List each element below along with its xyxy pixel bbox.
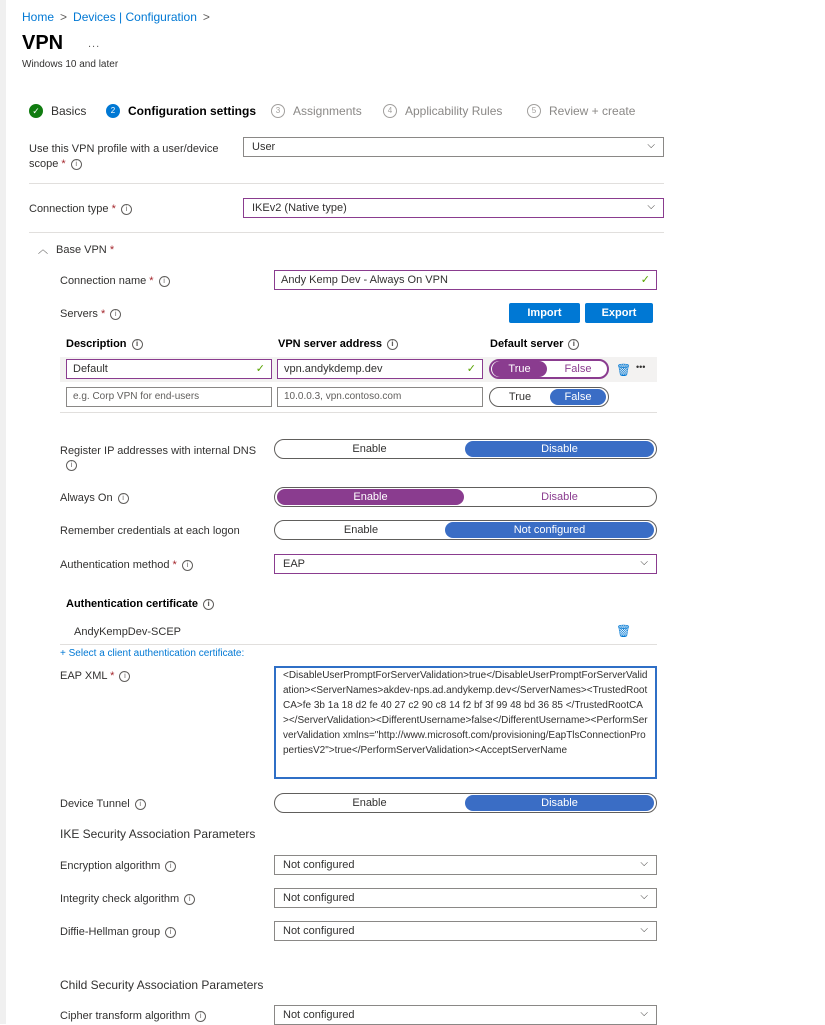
connection-type-value: IKEv2 (Native type): [252, 202, 347, 214]
required-marker: *: [109, 244, 115, 256]
page-subtitle: Windows 10 and later: [22, 59, 119, 70]
step-label: Basics: [51, 103, 87, 118]
cipher-label: [60, 1010, 206, 1022]
more-actions-button[interactable]: ...: [88, 38, 101, 50]
auth-cert-header-text: Authentication certificate: [66, 598, 199, 610]
auth-cert-name: AndyKempDev-SCEP: [74, 626, 181, 638]
step-basics[interactable]: [29, 103, 86, 118]
info-icon[interactable]: i: [132, 339, 143, 350]
step-review-create[interactable]: [527, 103, 635, 118]
column-server-address: [278, 338, 398, 350]
connection-type-dropdown[interactable]: [243, 198, 664, 218]
register-dns-label: [60, 444, 256, 472]
column-description: [66, 338, 143, 350]
toggle-false[interactable]: False: [564, 363, 592, 375]
export-button[interactable]: Export: [585, 303, 653, 323]
scope-label-line1: Use this VPN profile with a user/device: [29, 143, 219, 155]
cipher-dropdown[interactable]: [274, 1005, 657, 1025]
eap-xml-label: [60, 670, 130, 682]
servers-text: Servers: [60, 308, 98, 320]
divider: [29, 232, 664, 233]
register-dns-toggle[interactable]: [274, 439, 657, 459]
required-marker: *: [149, 275, 154, 287]
always-on-label: [60, 492, 129, 504]
step-label: Assignments: [293, 103, 362, 118]
encryption-value: Not configured: [283, 859, 355, 871]
auth-cert-header: [66, 598, 214, 610]
server-description-value: Default: [73, 363, 108, 375]
remember-credentials-label: Remember credentials at each logon: [60, 525, 240, 537]
chevron-down-icon: ⌵: [647, 201, 655, 212]
always-on-text: Always On: [60, 492, 113, 504]
servers-label: [60, 308, 121, 320]
step-number: 5: [527, 104, 541, 118]
required-marker: *: [100, 308, 106, 320]
more-options-button[interactable]: •••: [636, 362, 646, 372]
checkmark-icon: ✓: [255, 363, 265, 375]
server-address-value: vpn.andykdemp.dev: [284, 363, 383, 375]
toggle-enable[interactable]: Enable: [352, 443, 387, 455]
server-address-input[interactable]: [277, 359, 483, 379]
ike-section-header: IKE Security Association Parameters: [60, 827, 256, 841]
column-default-text: Default server: [490, 338, 564, 350]
breadcrumb-home[interactable]: Home: [22, 10, 55, 24]
info-icon[interactable]: i: [135, 799, 146, 810]
toggle-enable[interactable]: Enable: [277, 489, 464, 505]
step-label: Configuration settings: [128, 103, 256, 118]
info-icon[interactable]: i: [71, 159, 82, 170]
info-icon[interactable]: i: [110, 309, 121, 320]
device-tunnel-label: [60, 798, 146, 810]
info-icon[interactable]: i: [203, 599, 214, 610]
dh-group-dropdown[interactable]: [274, 921, 657, 941]
trash-icon[interactable]: 🗑: [616, 624, 632, 638]
divider: [60, 412, 657, 413]
info-icon[interactable]: i: [195, 1011, 206, 1022]
scope-value: User: [252, 141, 276, 153]
toggle-true[interactable]: True: [492, 361, 547, 377]
auth-method-dropdown[interactable]: [274, 554, 657, 574]
chevron-down-icon: ⌵: [640, 557, 648, 568]
remember-credentials-toggle[interactable]: [274, 520, 657, 540]
chevron-down-icon: ⌵: [640, 858, 648, 869]
info-icon[interactable]: i: [568, 339, 579, 350]
device-tunnel-text: Device Tunnel: [60, 798, 130, 810]
toggle-false[interactable]: False: [550, 389, 606, 405]
dh-group-label: [60, 926, 176, 938]
connection-type-label: [29, 203, 132, 215]
dh-group-value: Not configured: [283, 925, 355, 937]
connection-type-text: Connection type: [29, 203, 109, 215]
info-icon[interactable]: i: [118, 493, 129, 504]
chevron-up-icon: ︿: [38, 245, 48, 256]
page-title: VPN: [22, 32, 64, 54]
address-placeholder: 10.0.0.3, vpn.contoso.com: [284, 391, 402, 402]
toggle-not-configured[interactable]: Not configured: [445, 522, 654, 538]
info-icon[interactable]: i: [182, 560, 193, 571]
breadcrumb-devices[interactable]: Devices | Configuration: [73, 10, 197, 24]
info-icon[interactable]: i: [387, 339, 398, 350]
eap-xml-textarea[interactable]: <DisableUserPromptForServerValidation>true</DisableUserPromptForServerValidation><ServerNames>akdev-nps.ad.andykemp.dev</ServerNames><TrustedRootCA>fe 3b 1a 18 d2 fe 40 27 c2 90 c8 14 f2 bf 3f 99 48 bd 36 85 </TrustedRootCA></ServerValidation><DifferentUsername>false</DifferentUsername><PerformServerValidation xmlns="http://www.microsoft.com/provisioning/EapTlsConnectionPropertiesV2">true</PerformServerValidation><AcceptServerName: [274, 666, 657, 779]
dh-group-text: Diffie-Hellman group: [60, 926, 161, 938]
left-edge-bar: [0, 0, 6, 1024]
info-icon[interactable]: i: [119, 671, 130, 682]
checkmark-icon: ✓: [466, 363, 476, 375]
encryption-dropdown[interactable]: [274, 855, 657, 875]
toggle-disable[interactable]: Disable: [465, 795, 654, 811]
required-marker: *: [172, 559, 177, 571]
breadcrumb-separator: >: [60, 10, 68, 24]
select-certificate-link[interactable]: + Select a client authentication certificate:: [60, 648, 245, 659]
trash-icon[interactable]: 🗑: [616, 363, 632, 377]
checkmark-icon: ✓: [29, 104, 43, 118]
connection-name-input[interactable]: [274, 270, 657, 290]
column-address-text: VPN server address: [278, 338, 382, 350]
info-icon[interactable]: i: [121, 204, 132, 215]
divider: [60, 644, 657, 645]
connection-name-value: Andy Kemp Dev - Always On VPN: [281, 274, 448, 286]
divider: [29, 183, 664, 184]
auth-method-value: EAP: [283, 558, 306, 570]
info-icon[interactable]: i: [165, 927, 176, 938]
cipher-text: Cipher transform algorithm: [60, 1010, 191, 1022]
breadcrumb: [22, 10, 216, 24]
toggle-true[interactable]: True: [508, 391, 532, 403]
chevron-down-icon: ⌵: [647, 140, 655, 151]
column-default-server: [490, 338, 579, 350]
integrity-label: [60, 893, 195, 905]
required-marker: *: [61, 158, 66, 170]
always-on-toggle[interactable]: [274, 487, 657, 507]
default-server-toggle[interactable]: [489, 359, 609, 379]
auth-method-text: Authentication method: [60, 559, 170, 571]
info-icon[interactable]: i: [66, 460, 77, 471]
new-server-address-input[interactable]: [277, 387, 483, 407]
encryption-label: [60, 860, 176, 872]
integrity-value: Not configured: [283, 892, 355, 904]
base-vpn-label: Base VPN: [56, 244, 107, 256]
step-number: 4: [383, 104, 397, 118]
auth-method-label: [60, 559, 193, 571]
cipher-value: Not configured: [283, 1009, 355, 1021]
toggle-disable[interactable]: Disable: [465, 441, 654, 457]
step-number: 3: [271, 104, 285, 118]
checkmark-icon: ✓: [640, 274, 650, 286]
server-description-input[interactable]: [66, 359, 272, 379]
scope-dropdown[interactable]: [243, 137, 664, 157]
toggle-disable[interactable]: Disable: [541, 491, 578, 503]
new-default-server-toggle[interactable]: [489, 387, 609, 407]
info-icon[interactable]: i: [159, 276, 170, 287]
step-label: Applicability Rules: [405, 103, 503, 118]
import-button[interactable]: Import: [509, 303, 580, 323]
required-marker: *: [110, 670, 115, 682]
connection-name-label: [60, 275, 170, 287]
step-label: Review + create: [549, 103, 636, 118]
integrity-text: Integrity check algorithm: [60, 893, 180, 905]
eap-xml-text: EAP XML: [60, 670, 108, 682]
base-vpn-header[interactable]: [38, 241, 114, 256]
step-number: 2: [106, 104, 120, 118]
required-marker: *: [111, 203, 116, 215]
info-icon[interactable]: i: [165, 861, 176, 872]
step-applicability-rules[interactable]: [383, 103, 502, 118]
chevron-down-icon: ⌵: [640, 1008, 648, 1019]
step-configuration-settings[interactable]: [106, 103, 256, 118]
info-icon[interactable]: i: [184, 894, 195, 905]
step-assignments[interactable]: [271, 103, 362, 118]
scope-label: [29, 142, 219, 172]
device-tunnel-toggle[interactable]: [274, 793, 657, 813]
scope-label-line2: scope: [29, 158, 59, 170]
new-server-description-input[interactable]: [66, 387, 272, 407]
child-section-header: Child Security Association Parameters: [60, 978, 264, 992]
breadcrumb-separator: >: [202, 10, 210, 24]
description-placeholder: e.g. Corp VPN for end-users: [73, 391, 200, 402]
register-dns-text: Register IP addresses with internal DNS: [60, 445, 257, 457]
toggle-enable[interactable]: Enable: [343, 524, 379, 536]
connection-name-text: Connection name: [60, 275, 147, 287]
encryption-text: Encryption algorithm: [60, 860, 161, 872]
chevron-down-icon: ⌵: [640, 924, 648, 935]
column-description-text: Description: [66, 338, 127, 350]
toggle-enable[interactable]: Enable: [352, 797, 387, 809]
chevron-down-icon: ⌵: [640, 891, 648, 902]
integrity-dropdown[interactable]: [274, 888, 657, 908]
